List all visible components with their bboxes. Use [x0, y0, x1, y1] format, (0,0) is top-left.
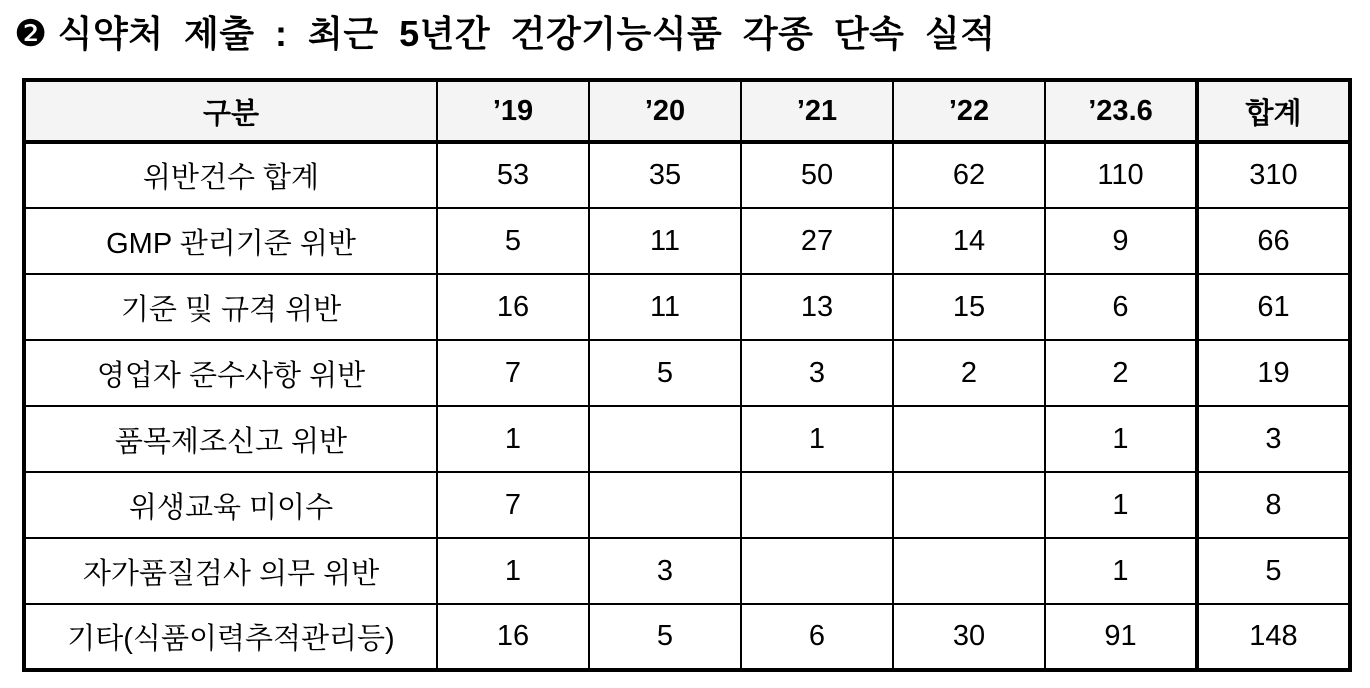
total-value-cell: 3 — [1197, 406, 1350, 472]
total-value-cell: 66 — [1197, 208, 1350, 274]
total-value-cell: 61 — [1197, 274, 1350, 340]
value-cell: 1 — [437, 406, 589, 472]
value-cell: 53 — [437, 142, 589, 208]
value-cell — [893, 538, 1045, 604]
value-cell: 11 — [589, 208, 741, 274]
value-cell: 110 — [1045, 142, 1197, 208]
column-header-year: ’21 — [741, 80, 893, 142]
value-cell: 14 — [893, 208, 1045, 274]
value-cell: 1 — [437, 538, 589, 604]
circled-two-icon: ❷ — [14, 13, 48, 54]
value-cell: 1 — [1045, 406, 1197, 472]
value-cell: 1 — [741, 406, 893, 472]
row-label-cell: 기타(식품이력추적관리등) — [24, 604, 437, 670]
column-header-year: ’19 — [437, 80, 589, 142]
value-cell: 6 — [1045, 274, 1197, 340]
value-cell — [589, 472, 741, 538]
value-cell — [741, 538, 893, 604]
value-cell: 6 — [741, 604, 893, 670]
row-label-cell: 영업자 준수사항 위반 — [24, 340, 437, 406]
row-label-cell: 품목제조신고 위반 — [24, 406, 437, 472]
table-row — [24, 604, 1350, 670]
value-cell: 15 — [893, 274, 1045, 340]
row-label-cell: 위반건수 합계 — [24, 142, 437, 208]
table-row — [24, 142, 1350, 208]
column-header-year: ’22 — [893, 80, 1045, 142]
table-row — [24, 274, 1350, 340]
enforcement-results-table — [22, 78, 1352, 672]
value-cell: 16 — [437, 274, 589, 340]
value-cell: 27 — [741, 208, 893, 274]
page-title — [14, 6, 996, 57]
table-header-row — [24, 80, 1350, 142]
value-cell — [589, 406, 741, 472]
total-value-cell: 310 — [1197, 142, 1350, 208]
row-label-cell: 자가품질검사 의무 위반 — [24, 538, 437, 604]
table-row — [24, 472, 1350, 538]
table-row — [24, 406, 1350, 472]
total-value-cell: 8 — [1197, 472, 1350, 538]
column-header-category: 구분 — [24, 80, 437, 142]
column-header-year: ’20 — [589, 80, 741, 142]
row-label-cell: 위생교육 미이수 — [24, 472, 437, 538]
value-cell: 1 — [1045, 472, 1197, 538]
column-header-year: ’23.6 — [1045, 80, 1197, 142]
value-cell: 30 — [893, 604, 1045, 670]
value-cell: 1 — [1045, 538, 1197, 604]
table-header — [24, 80, 1350, 142]
value-cell: 2 — [1045, 340, 1197, 406]
value-cell: 2 — [893, 340, 1045, 406]
value-cell: 16 — [437, 604, 589, 670]
value-cell: 11 — [589, 274, 741, 340]
table-row — [24, 340, 1350, 406]
value-cell: 35 — [589, 142, 741, 208]
value-cell: 91 — [1045, 604, 1197, 670]
row-label-cell: GMP 관리기준 위반 — [24, 208, 437, 274]
value-cell — [741, 472, 893, 538]
value-cell: 62 — [893, 142, 1045, 208]
total-value-cell: 148 — [1197, 604, 1350, 670]
value-cell — [893, 472, 1045, 538]
value-cell: 5 — [437, 208, 589, 274]
value-cell: 50 — [741, 142, 893, 208]
value-cell: 7 — [437, 340, 589, 406]
value-cell — [893, 406, 1045, 472]
row-label-cell: 기준 및 규격 위반 — [24, 274, 437, 340]
page-title-text: 식약처 제출 : 최근 5년간 건강기능식품 각종 단속 실적 — [57, 13, 996, 54]
total-value-cell: 19 — [1197, 340, 1350, 406]
value-cell: 13 — [741, 274, 893, 340]
value-cell: 3 — [589, 538, 741, 604]
value-cell: 3 — [741, 340, 893, 406]
value-cell: 5 — [589, 604, 741, 670]
column-header-total: 합계 — [1197, 80, 1350, 142]
value-cell: 5 — [589, 340, 741, 406]
value-cell: 7 — [437, 472, 589, 538]
value-cell: 9 — [1045, 208, 1197, 274]
total-value-cell: 5 — [1197, 538, 1350, 604]
table-body — [24, 142, 1350, 670]
table-row — [24, 208, 1350, 274]
table-row — [24, 538, 1350, 604]
